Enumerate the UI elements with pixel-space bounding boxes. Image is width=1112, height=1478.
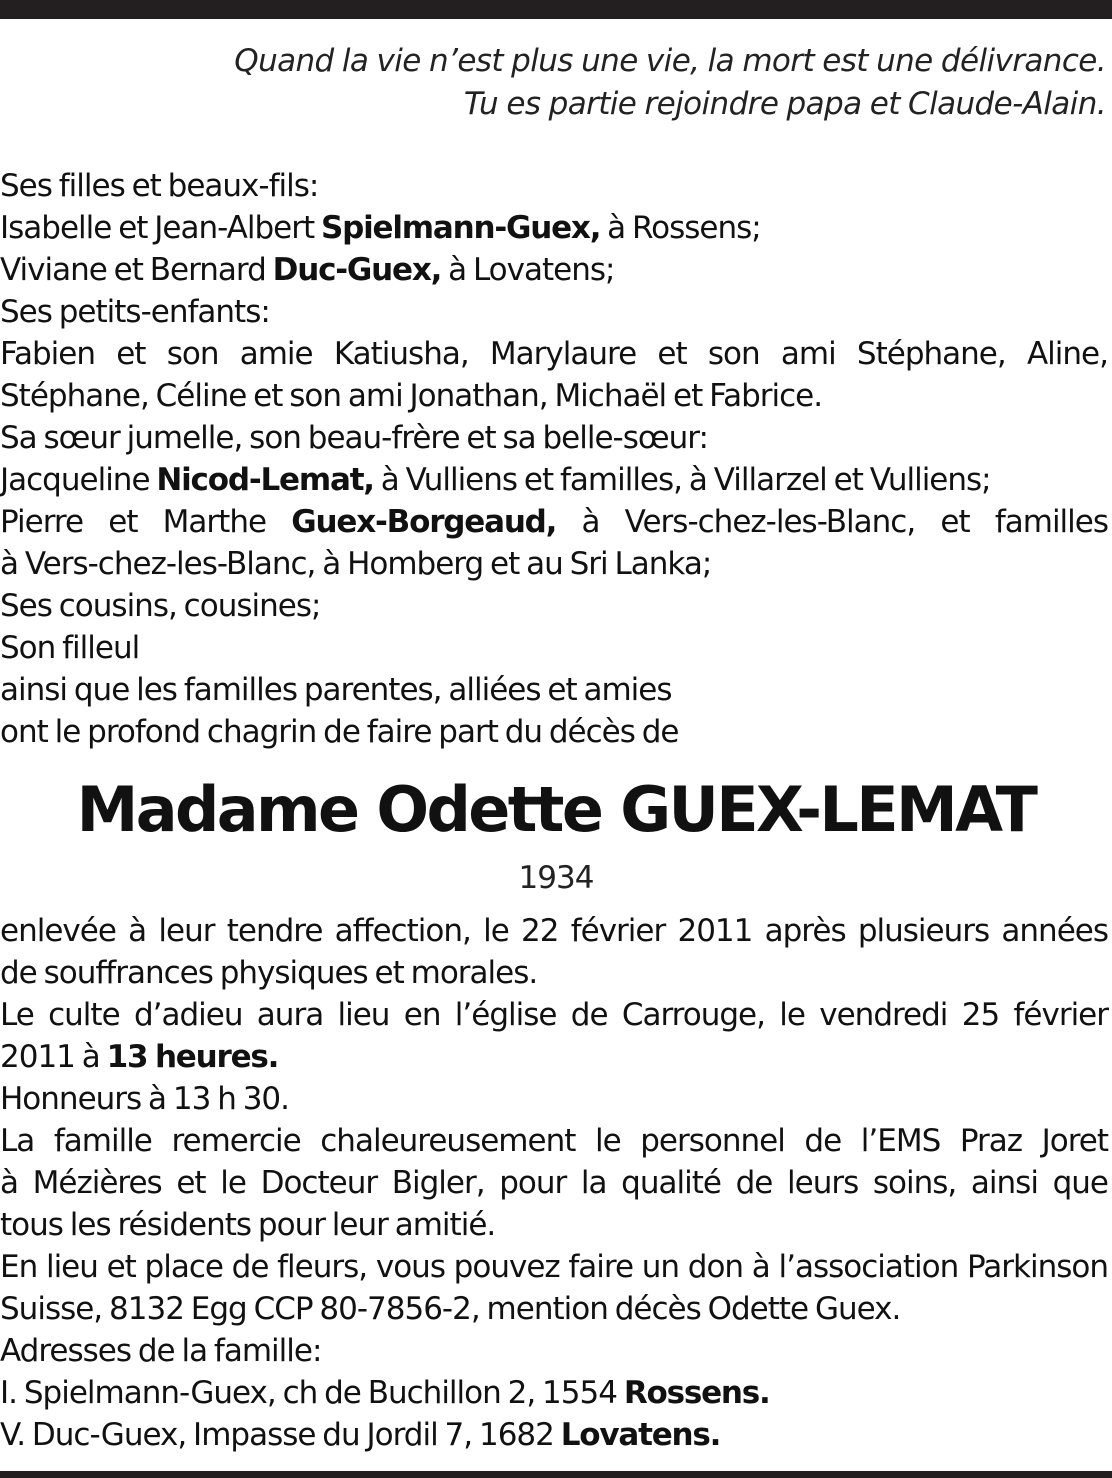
epigraph-quote bbox=[0, 40, 1106, 126]
bottom-rule bbox=[0, 1471, 1112, 1478]
text-line: à Vers-chez-les-Blanc, à Homberg et au Sri Lanka; bbox=[0, 546, 712, 582]
service-time: 13 heures. bbox=[106, 1039, 279, 1075]
address-line: I. Spielmann-Guex, ch de Buchillon 2, 1554 Rossens. bbox=[0, 1375, 770, 1411]
text-line: Honneurs à 13 h 30. bbox=[0, 1081, 289, 1117]
address-town: Rossens. bbox=[623, 1375, 770, 1411]
text-line: Adresses de la famille: bbox=[0, 1333, 322, 1369]
family-name: Duc-Guex, bbox=[272, 252, 442, 288]
text-line: Stéphane, Céline et son ami Jonathan, Michaël et Fabrice. bbox=[0, 378, 823, 414]
family-announcement bbox=[0, 165, 1108, 753]
text-line: Le culte d’adieu aura lieu en l’église de Carrouge, le vendredi 25 février bbox=[0, 997, 1108, 1033]
family-name: Nicod-Lemat, bbox=[156, 462, 374, 498]
text-line: ainsi que les familles parentes, alliées et amies bbox=[0, 672, 672, 708]
text-line: Jacqueline Nicod-Lemat, à Vulliens et familles, à Villarzel et Vulliens; bbox=[0, 462, 991, 498]
text-line: Ses cousins, cousines; bbox=[0, 588, 321, 624]
address-town: Lovatens. bbox=[560, 1417, 721, 1453]
text-line: En lieu et place de fleurs, vous pouvez faire un don à l’association Parkinson bbox=[0, 1249, 1108, 1285]
text-line: Isabelle et Jean-Albert Spielmann-Guex, à Rossens; bbox=[0, 210, 761, 246]
text-line: Viviane et Bernard Duc-Guex, à Lovatens; bbox=[0, 252, 615, 288]
birth-year: 1934 bbox=[518, 860, 594, 896]
text-line: Son filleul bbox=[0, 630, 140, 666]
text-line: La famille remercie chaleureusement le personnel de l’EMS Praz Joret bbox=[0, 1123, 1108, 1159]
address-line: V. Duc-Guex, Impasse du Jordil 7, 1682 Lovatens. bbox=[0, 1417, 721, 1453]
quote-line: Tu es partie rejoindre papa et Claude-Alain. bbox=[463, 86, 1106, 122]
top-rule bbox=[0, 0, 1112, 19]
text-line: Fabien et son amie Katiusha, Marylaure et son ami Stéphane, Aline, bbox=[0, 336, 1108, 372]
text-line: enlevée à leur tendre affection, le 22 février 2011 après plusieurs années bbox=[0, 913, 1108, 949]
text-line: Pierre et Marthe Guex-Borgeaud, à Vers-chez-les-Blanc, et familles bbox=[0, 504, 1109, 540]
family-name: Guex-Borgeaud, bbox=[291, 504, 557, 540]
text-line: à Mézières et le Docteur Bigler, pour la qualité de leurs soins, ainsi que bbox=[0, 1165, 1108, 1201]
text-line: Sa sœur jumelle, son beau-frère et sa belle-sœur: bbox=[0, 420, 708, 456]
text-line: Suisse, 8132 Egg CCP 80-7856-2, mention décès Odette Guex. bbox=[0, 1291, 901, 1327]
funeral-details bbox=[0, 910, 1108, 1456]
text-line: de souffrances physiques et morales. bbox=[0, 955, 538, 991]
text-line: Ses filles et beaux-fils: bbox=[0, 168, 319, 204]
text-line: tous les résidents pour leur amitié. bbox=[0, 1207, 496, 1243]
family-name: Spielmann-Guex, bbox=[320, 210, 601, 246]
quote-line: Quand la vie n’est plus une vie, la mort est une délivrance. bbox=[234, 43, 1106, 79]
text-line: 2011 à 13 heures. bbox=[0, 1039, 279, 1075]
deceased-name: Madame Odette GUEX-LEMAT bbox=[76, 773, 1036, 846]
text-line: ont le profond chagrin de faire part du décès de bbox=[0, 714, 679, 750]
text-line: Ses petits-enfants: bbox=[0, 294, 270, 330]
